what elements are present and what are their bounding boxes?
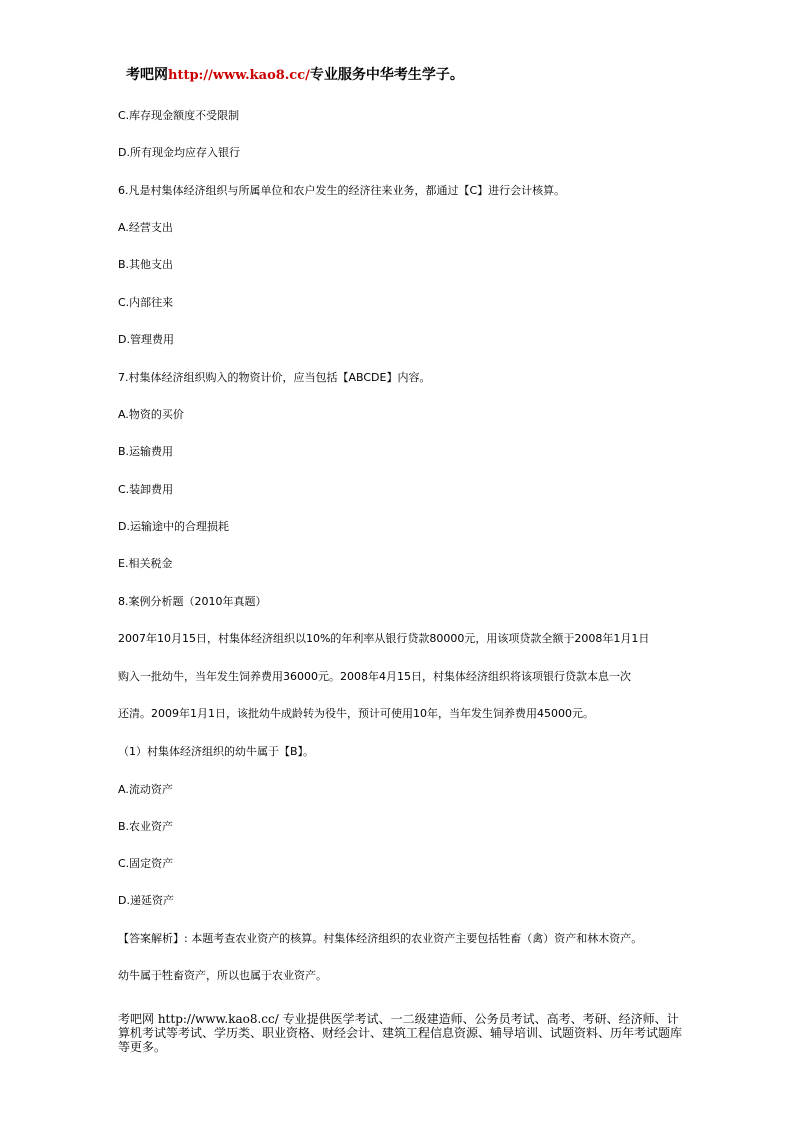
site-slogan: 专业服务中华考生学子。 — [309, 67, 464, 83]
q8-option-d: D.递延资产 — [118, 894, 174, 907]
q7-option-d: D.运输途中的合理损耗 — [118, 520, 229, 533]
answer-explanation: 【答案解析】: 本题考查农业资产的核算。村集体经济组织的农业资产主要包括牲畜（禽）资产和林木资产。 — [118, 932, 643, 945]
q6-option-a: A.经营支出 — [118, 221, 173, 234]
question-6: 6.凡是村集体经济组织与所属单位和农户发生的经济往来业务，都通过【C】进行会计核算。 — [118, 184, 566, 197]
page-header — [126, 64, 464, 84]
case-text-line-1: 2007年10月15日，村集体经济组织以10%的年利率从银行贷款80000元，用该项贷款全额于2008年1月1日 — [118, 632, 650, 645]
q6-option-c: C.内部往来 — [118, 296, 174, 309]
q6-option-b: B.其他支出 — [118, 258, 174, 271]
case-text-line-3: 还清。2009年1月1日，该批幼牛成龄转为役牛，预计可使用10年，当年发生饲养费用45000元。 — [118, 707, 594, 720]
q7-option-a: A.物资的买价 — [118, 408, 184, 421]
answer-explanation-cont: 幼牛属于牲畜资产，所以也属于农业资产。 — [118, 969, 327, 982]
q7-option-b: B.运输费用 — [118, 445, 174, 458]
q8-option-c: C.固定资产 — [118, 857, 174, 870]
q8-option-b: B.农业资产 — [118, 820, 174, 833]
q7-option-e: E.相关税金 — [118, 557, 173, 570]
q6-option-d: D.管理费用 — [118, 333, 174, 346]
q7-option-c: C.装卸费用 — [118, 483, 174, 496]
option-c-cash-limit: C.库存现金额度不受限制 — [118, 109, 240, 122]
question-8-title: 8.案例分析题（2010年真题） — [118, 595, 267, 608]
case-text-line-2: 购入一批幼牛，当年发生饲养费用36000元。2008年4月15日，村集体经济组织将该项银行贷款本息一次 — [118, 670, 631, 683]
sub-question-1: （1）村集体经济组织的幼牛属于【B】。 — [118, 745, 315, 758]
site-name: 考吧网 — [126, 67, 168, 83]
site-url-link[interactable]: http://www.kao8.cc/ — [168, 68, 310, 83]
page-footer: 考吧网 http://www.kao8.cc/ 专业提供医学考试、一二级建造师、公务员考试、高考、考研、经济师、计算机考试等考试、学历类、职业资格、财经会计、建筑工程信息资源、辅导培训、试题资料、历年考试题库等更多。 — [118, 1012, 683, 1054]
q8-option-a: A.流动资产 — [118, 783, 173, 796]
option-d-deposit-bank: D.所有现金均应存入银行 — [118, 146, 240, 159]
question-7: 7.村集体经济组织购入的物资计价，应当包括【ABCDE】内容。 — [118, 371, 431, 384]
